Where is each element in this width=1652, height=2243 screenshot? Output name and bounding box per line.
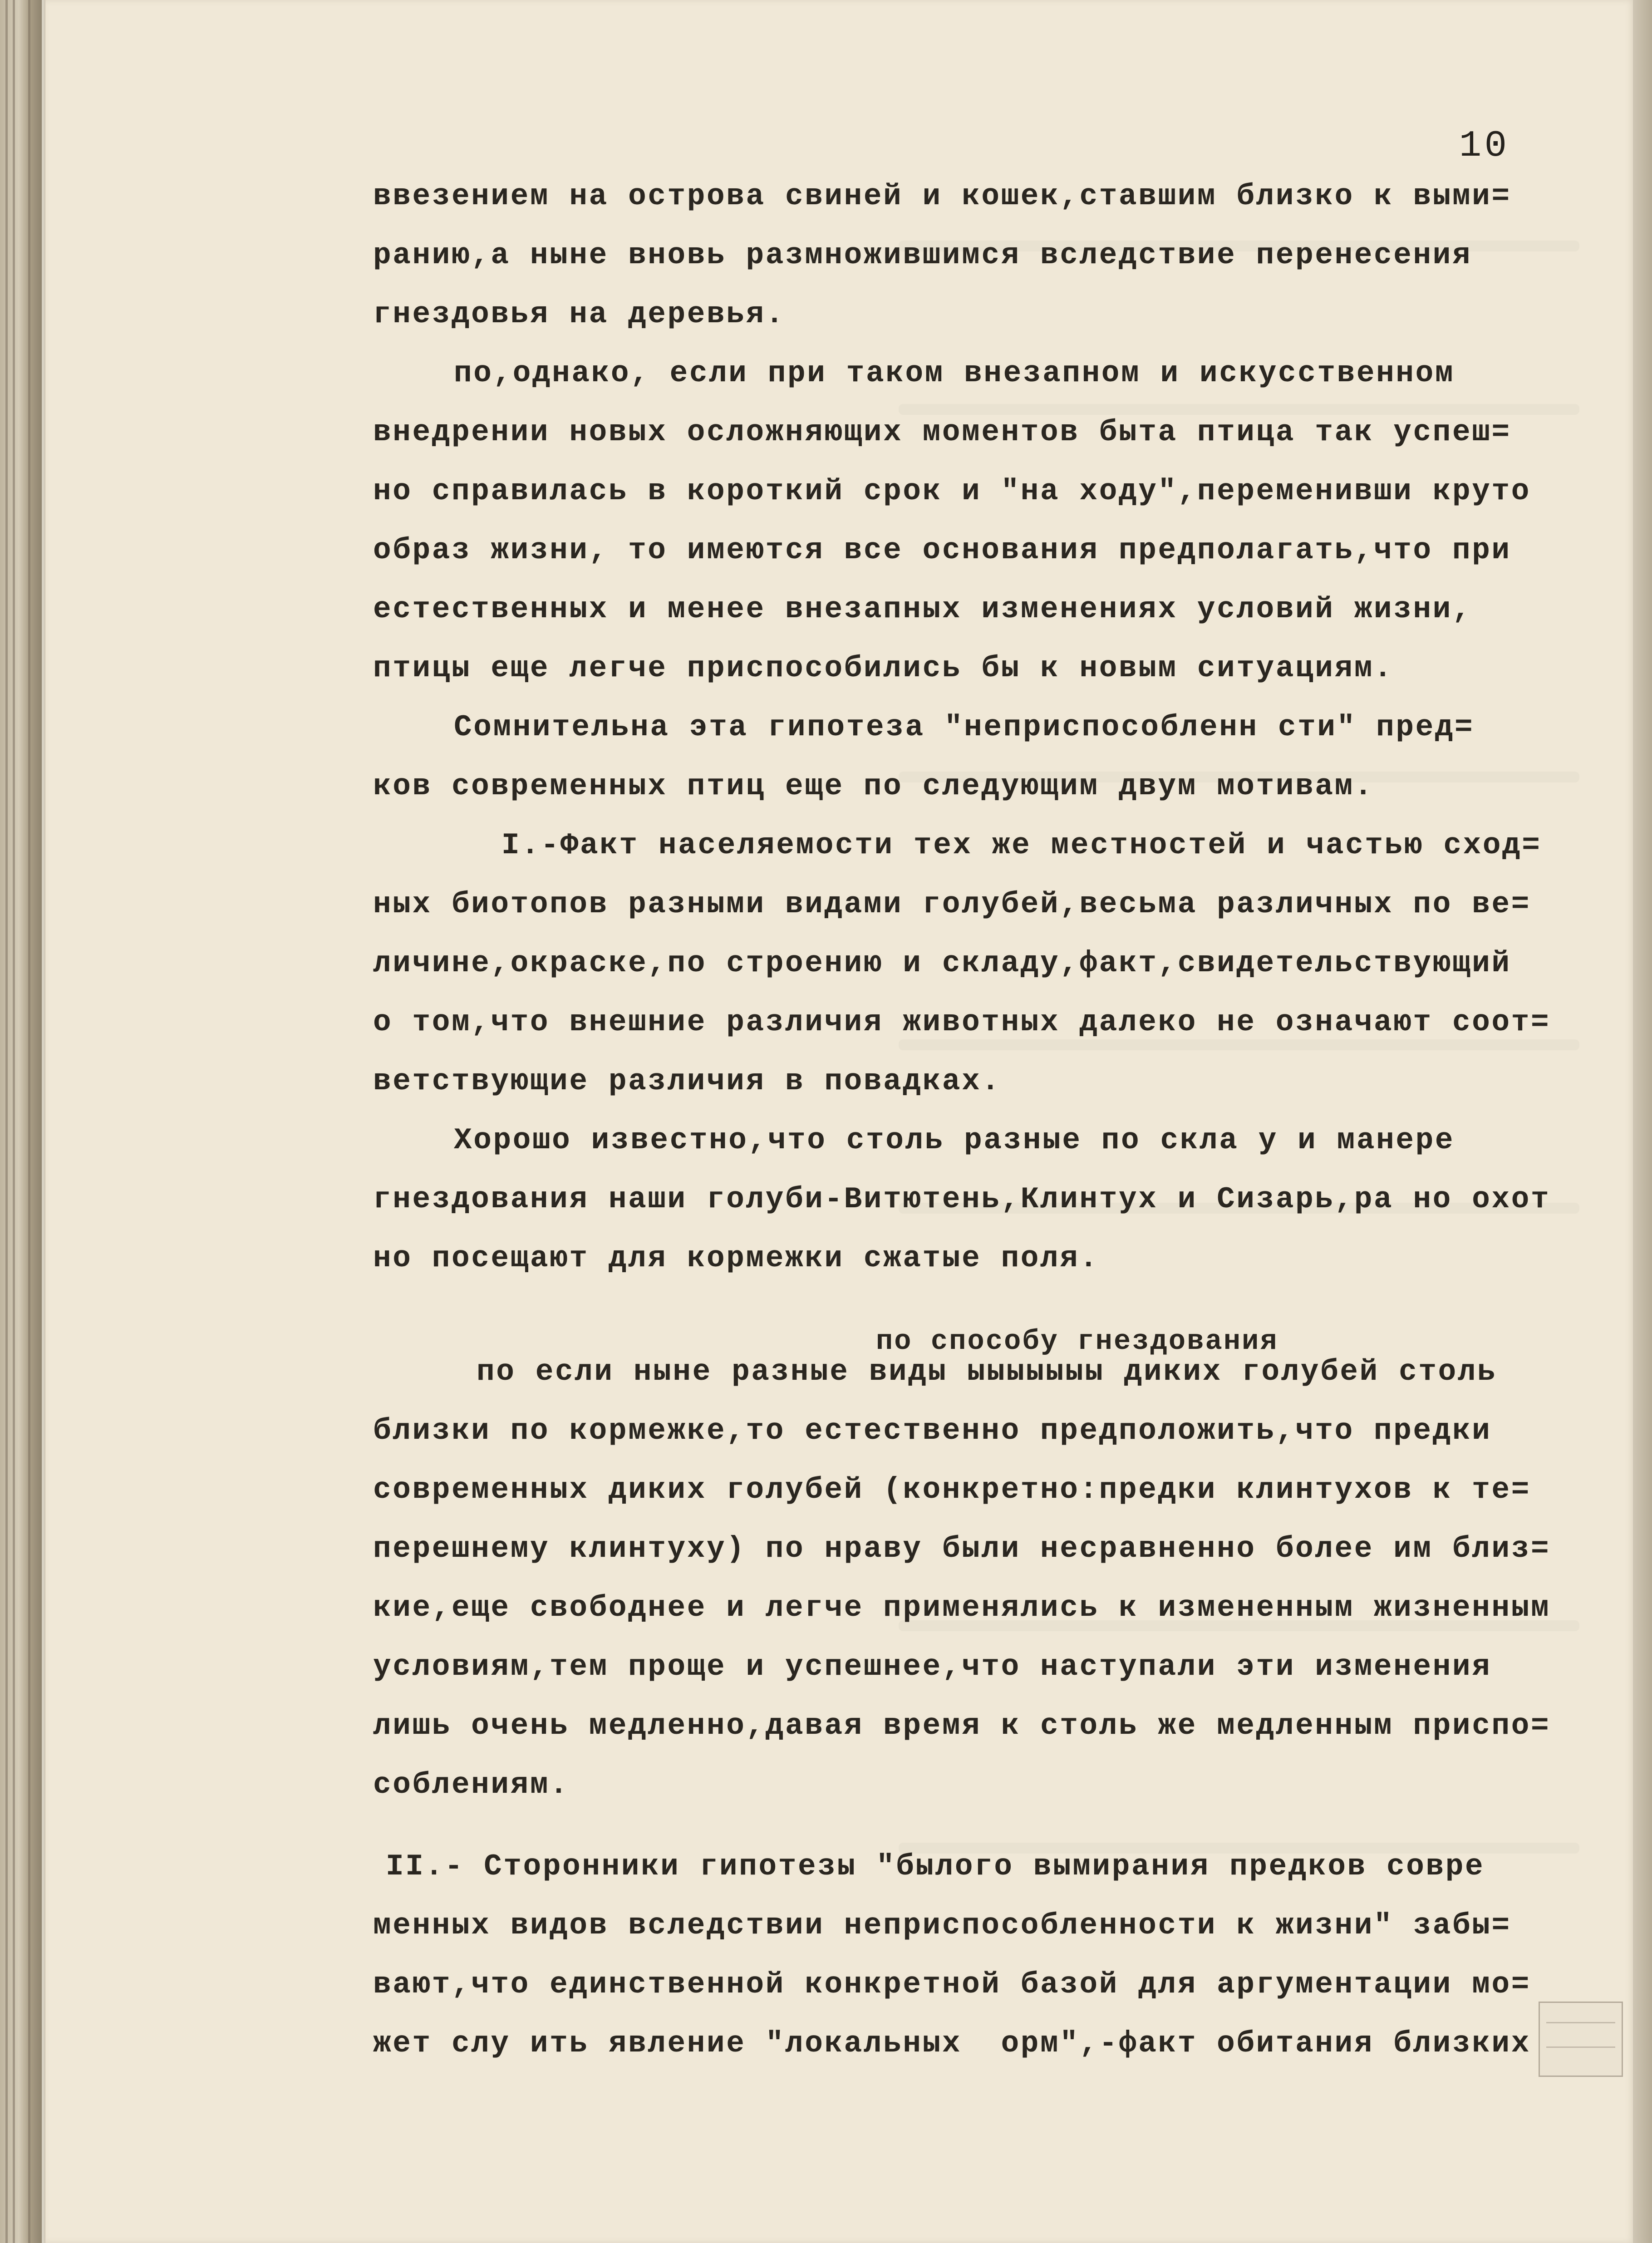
text-line: перешнему клинтуху) по нраву были несравненно более им близ= xyxy=(373,1532,1551,1566)
text-line: птицы еще легче приспособились бы к новым ситуациям. xyxy=(373,651,1394,685)
interlinear-insert: по способу гнездования xyxy=(876,1325,1278,1358)
text-line: ных биотопов разными видами голубей,весьма различных по ве= xyxy=(373,887,1531,921)
document-page xyxy=(44,0,1634,2243)
text-line: образ жизни, то имеются все основания предполагать,что при xyxy=(373,533,1511,567)
text-line: вают,что единственной конкретной базой для аргументации мо= xyxy=(373,1968,1531,2002)
binding-line xyxy=(28,0,30,2243)
text-line: Сомнительна эта гипотеза "неприспособленн сти" пред= xyxy=(454,710,1475,744)
text-line: естественных и менее внезапных изменениях условий жизни, xyxy=(373,592,1472,626)
text-line: близки по кормежке,то естественно предположить,что предки xyxy=(373,1414,1492,1448)
text-line: ков современных птиц еще по следующим двум мотивам. xyxy=(373,769,1374,803)
text-line: жет слу ить явление "локальных орм",-факт обитания близких xyxy=(373,2027,1531,2061)
binding-line xyxy=(5,0,8,2243)
text-line: но справилась в короткий срок и "на ходу",переменивши круто xyxy=(373,474,1531,508)
text-line: личине,окраске,по строению и складу,факт,свидетельствующий xyxy=(373,946,1511,980)
bleed-through xyxy=(899,404,1579,415)
text-line: современных диких голубей (конкретно:предки клинтухов к те= xyxy=(373,1473,1531,1507)
text-line: ввезением на острова свиней и кошек,ставшим близко к выми= xyxy=(373,179,1511,213)
binding-edge xyxy=(0,0,42,2243)
page-right-edge xyxy=(1633,0,1652,2243)
text-line: I.-Факт населяемости тех же местностей и частью сход= xyxy=(502,828,1542,862)
text-line: соблениям. xyxy=(373,1768,570,1802)
text-line: гнездования наши голуби-Витютень,Клинтух и Сизарь,ра но охот xyxy=(373,1182,1551,1216)
text-line: внедрении новых осложняющих моментов быта птица так успеш= xyxy=(373,415,1511,449)
text-line: ранию,а ныне вновь размножившимся вследствие перенесения xyxy=(373,238,1472,272)
text-line: условиям,тем проще и успешнее,что наступали эти изменения xyxy=(373,1650,1492,1684)
text-line: по,однако, если при таком внезапном и искусственном xyxy=(454,356,1455,390)
text-line: о том,что внешние различия животных далеко не означают соот= xyxy=(373,1005,1551,1039)
text-line: II.- Сторонники гипотезы "былого вымирания предков совре xyxy=(386,1849,1485,1884)
text-line: но посещают для кормежки сжатые поля. xyxy=(373,1241,1099,1275)
text-line: менных видов вследствии неприспособленности к жизни" забы= xyxy=(373,1909,1511,1943)
text-line: кие,еще свободнее и легче применялись к измененным жизненным xyxy=(373,1591,1551,1625)
page-number: 10 xyxy=(1459,125,1510,167)
text-line: гнездовья на деревья. xyxy=(373,297,785,331)
archive-stamp xyxy=(1539,2002,1623,2077)
binding-line xyxy=(13,0,15,2243)
text-line: ветствующие различия в повадках. xyxy=(373,1064,1001,1098)
text-line: лишь очень медленно,давая время к столь же медленным приспо= xyxy=(373,1709,1551,1743)
text-line: по если ныне разные виды ыыыыыыы диких голубей столь xyxy=(477,1355,1497,1389)
text-line: Хорошо известно,что столь разные по скла у и манере xyxy=(454,1123,1455,1157)
bleed-through xyxy=(899,1039,1579,1050)
